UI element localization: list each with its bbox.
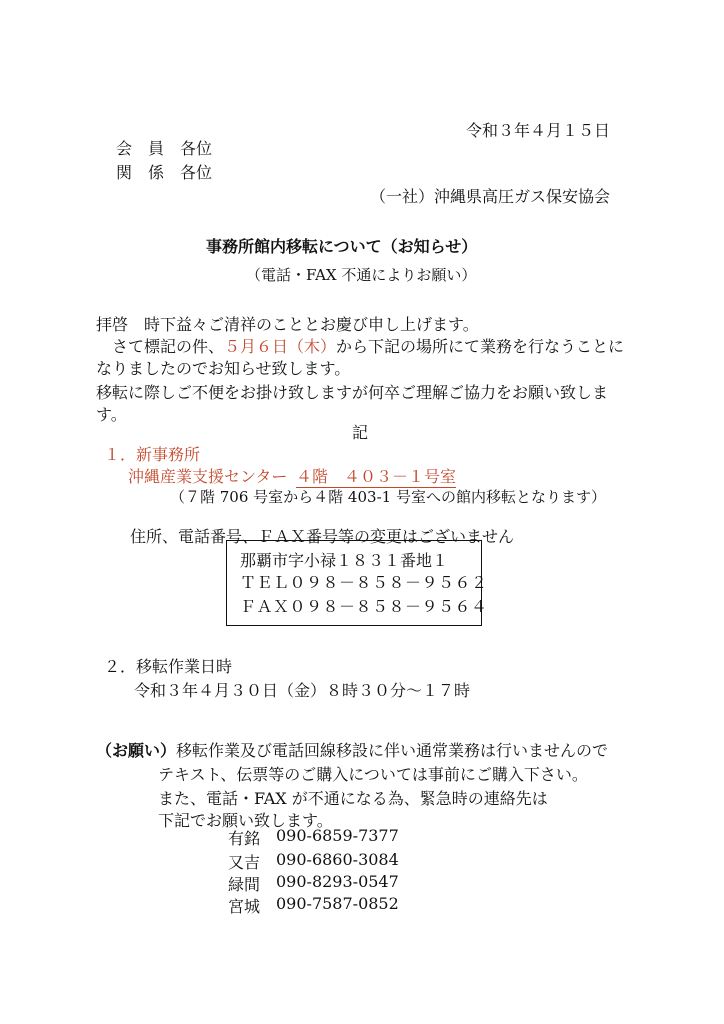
request-line-1: 移転作業及び電話回線移設に伴い通常業務は行いませんので	[176, 741, 609, 760]
document-subtitle: （電話・FAX 不通によりお願い）	[246, 266, 477, 284]
recipient-members: 会 員 各位	[116, 139, 213, 158]
body-line-2-pre: さて標記の件、	[112, 337, 225, 356]
recipient-related: 関 係 各位	[116, 163, 213, 182]
contact-phone-2: 090-6860-3084	[276, 850, 399, 869]
contact-phone-4: 090-7587-0852	[276, 894, 399, 913]
contact-phone-1: 090-6859-7377	[276, 826, 399, 845]
office-address: 那覇市字小禄１８３１番地１	[240, 551, 449, 570]
relocation-note: （７階 706 号室から４階 403-1 号室への館内移転となります）	[170, 488, 606, 506]
contact-name-3: 緑間	[228, 875, 261, 894]
body-greeting: 拝啓 時下益々ご清祥のこととお慶び申し上げます。	[96, 315, 479, 334]
contact-name-4: 宮城	[228, 897, 261, 916]
move-work-datetime: 令和３年４月３０日（金）８時３０分～１７時	[134, 681, 471, 700]
request-line-4: 下記でお願い致します。	[158, 811, 333, 830]
contact-name-2: 又吉	[228, 853, 261, 872]
no-change-notice: 住所、電話番号、ＦＡＸ番号等の変更はございません	[130, 527, 515, 546]
ki-mark: 記	[352, 423, 369, 442]
contact-phone-3: 090-8293-0547	[276, 872, 399, 891]
new-office-name: 沖縄産業支援センター	[128, 467, 288, 486]
request-label: （お願い）	[96, 741, 177, 760]
request-line-3: また、電話・FAX が不通になる為、緊急時の連絡先は	[158, 789, 548, 808]
document-title: 事務所館内移転について（お知らせ）	[206, 237, 478, 256]
body-line-5: す。	[96, 405, 127, 424]
request-line-2: テキスト、伝票等のご購入については事前にご購入下さい。	[158, 765, 588, 784]
office-tel: ＴＥＬ０９８－８５８－９５６２	[240, 573, 488, 592]
document-date: 令和３年４月１５日	[466, 121, 611, 140]
move-date: ５月６日（木）	[224, 337, 337, 356]
new-office-room: ４階 ４０３－１号室	[296, 464, 456, 488]
body-line-3: なりましたのでお知らせ致します。	[96, 359, 351, 378]
contact-name-1: 有銘	[228, 829, 261, 848]
office-fax: ＦＡＸ０９８－８５８－９５６４	[240, 597, 488, 616]
sender-organization: （一社）沖縄県高圧ガス保安協会	[370, 187, 611, 206]
section-1-heading: １．新事務所	[104, 445, 201, 464]
section-2-heading: ２．移転作業日時	[104, 657, 233, 676]
body-line-2-post: から下記の場所にて業務を行なうことに	[336, 337, 625, 356]
body-line-4: 移転に際しご不便をお掛け致しますが何卒ご理解ご協力をお願い致しま	[96, 383, 609, 402]
body-line-2	[112, 334, 624, 357]
